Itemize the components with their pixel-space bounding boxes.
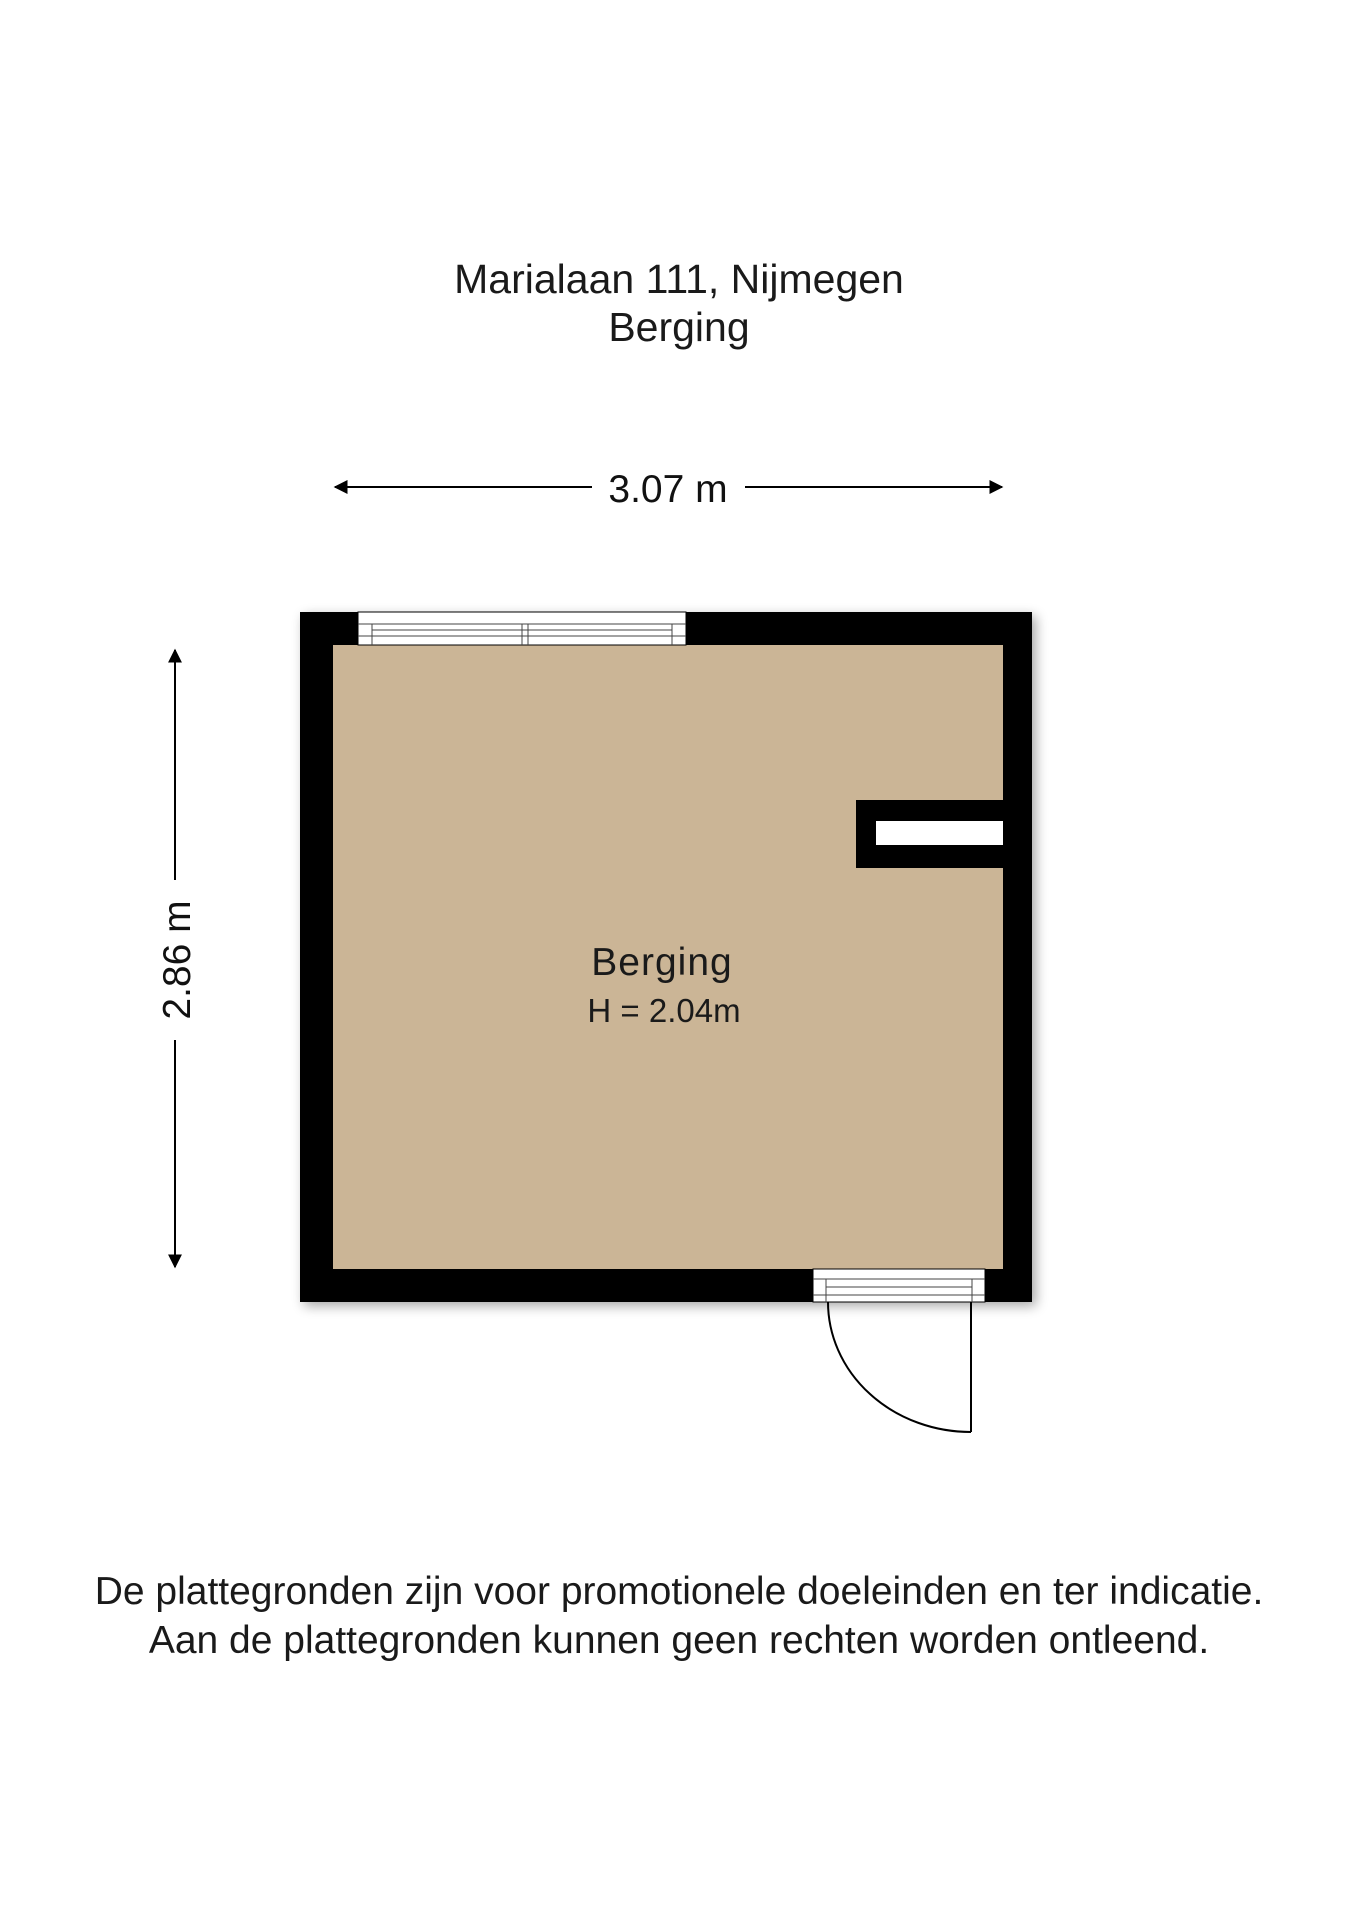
height-label: 2.86 m [156, 900, 199, 1020]
door [813, 1269, 985, 1432]
address-title: Marialaan 111, Nijmegen [454, 256, 904, 302]
room-height: H = 2.04m [587, 992, 741, 1029]
wall-stub-opening [876, 821, 1003, 845]
disclaimer-line-1: De plattegronden zijn voor promotionele doeleinden en ter indicatie. [94, 1570, 1264, 1613]
width-dimension [335, 468, 1002, 511]
floor-title: Berging [608, 304, 750, 350]
width-label: 3.07 m [608, 468, 728, 511]
window [358, 612, 686, 645]
disclaimer-line-2: Aan de plattegronden kunnen geen rechten worden ontleend. [148, 1619, 1210, 1662]
height-dimension [156, 650, 199, 1267]
room-name: Berging [591, 941, 733, 984]
